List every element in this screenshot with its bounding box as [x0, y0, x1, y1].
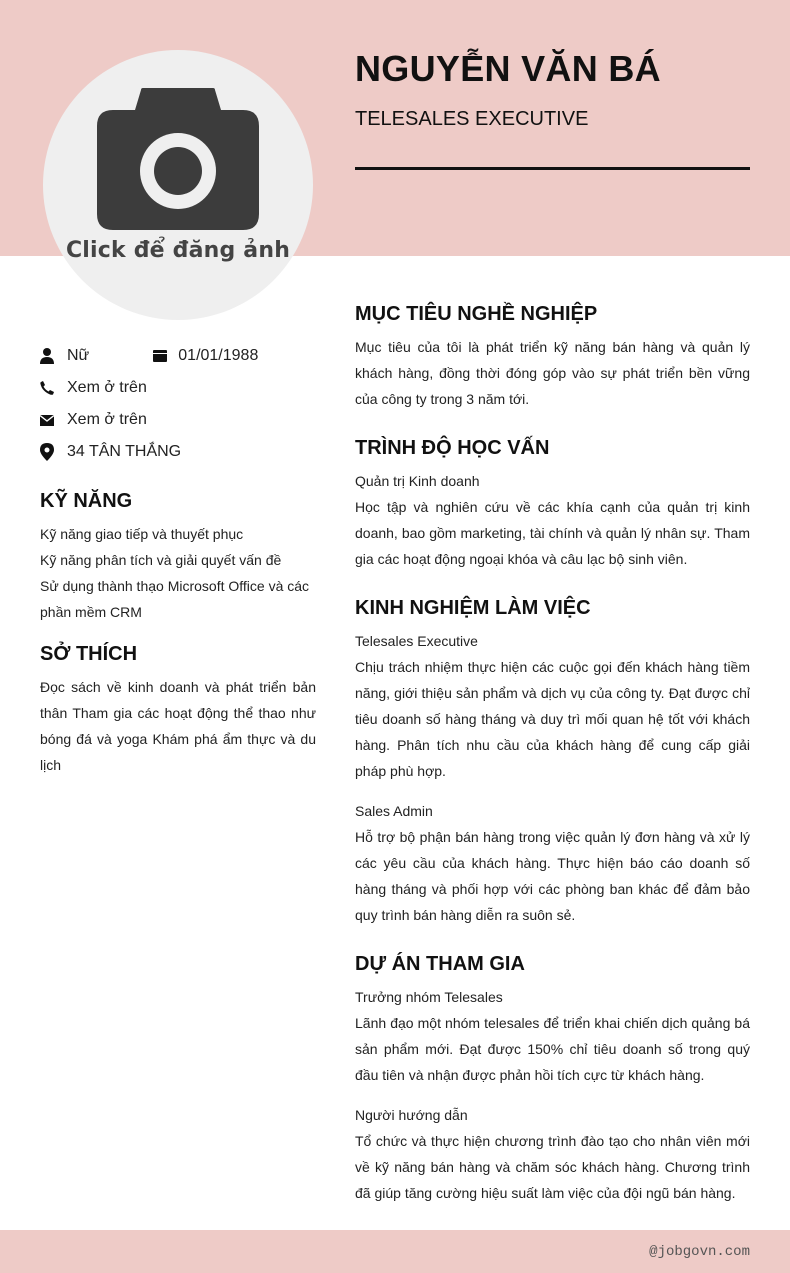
objective-title: MỤC TIÊU NGHỀ NGHIỆP [355, 303, 598, 325]
skill-item: Sử dụng thành thạo Microsoft Office và các phần mềm CRM [40, 578, 310, 620]
project-text: Tổ chức và thực hiện chương trình đào tạo cho nhân viên mới về kỹ năng bán hàng và chăm sóc khách hàng. Chương trình đã giúp tăng cường hiệu suất làm việc của đội ngũ bán hàng. [355, 1133, 750, 1201]
right-column [355, 300, 750, 1228]
gender-birthdate-row [40, 340, 316, 372]
email-row [40, 404, 316, 436]
phone-row [40, 372, 316, 404]
photo-upload[interactable] [43, 50, 313, 320]
objective-text: Mục tiêu của tôi là phát triển kỹ năng bán hàng và quản lý khách hàng, đồng thời đóng góp vào sự phát triển bền vững của công ty trong 3 năm tới. [355, 339, 750, 407]
skill-item: Kỹ năng phân tích và giải quyết vấn đề [40, 552, 282, 568]
calendar-icon [153, 348, 167, 364]
experience-heading: Sales Admin [355, 803, 433, 819]
photo-caption: Click để đăng ảnh [65, 238, 291, 263]
education-title: TRÌNH ĐỘ HỌC VẤN [355, 437, 550, 459]
experience-title: KINH NGHIỆM LÀM VIỆC [355, 597, 591, 619]
skills-title: KỸ NĂNG [40, 490, 133, 512]
job-title: TELESALES EXECUTIVE [355, 108, 589, 130]
education-heading: Quản trị Kinh doanh [355, 473, 480, 489]
skills-list [40, 521, 316, 625]
mail-icon [40, 412, 54, 428]
skill-item: Kỹ năng giao tiếp và thuyết phục [40, 526, 244, 542]
projects-title: DỰ ÁN THAM GIA [355, 953, 525, 975]
phone-icon [40, 380, 54, 396]
education-section [355, 434, 750, 572]
project-text: Lãnh đạo một nhóm telesales để triển khai chiến dịch quảng bá sản phẩm mới. Đạt được 150% chỉ tiêu doanh số trong quý đầu tiên và nhận được phản hồi tích cực từ khách hàng. [355, 1015, 750, 1083]
person-icon [40, 348, 54, 364]
title-divider [355, 167, 750, 170]
project-entry [355, 984, 750, 1088]
gender-value: Nữ [67, 347, 90, 364]
projects-section [355, 950, 750, 1206]
email-value: Xem ở trên [67, 411, 147, 428]
location-pin-icon [40, 444, 54, 460]
project-entry [355, 1102, 750, 1206]
project-heading: Trưởng nhóm Telesales [355, 989, 503, 1005]
left-column [40, 340, 316, 778]
experience-text: Hỗ trợ bộ phận bán hàng trong việc quản lý đơn hàng và xử lý các yêu cầu của khách hàng. Thực hiện báo cáo doanh số hàng tháng và phối hợp với các phòng ban khác để đảm bảo quy trình bán hàng diễn ra suôn sẻ. [355, 829, 750, 923]
objective-section [355, 300, 750, 412]
address-row [40, 436, 316, 468]
candidate-name: NGUYỄN VĂN BÁ [355, 48, 661, 89]
hobbies-title: SỞ THÍCH [40, 643, 138, 665]
experience-entry [355, 798, 750, 928]
project-heading: Người hướng dẫn [355, 1107, 468, 1123]
experience-entry [355, 628, 750, 784]
phone-value: Xem ở trên [67, 379, 147, 396]
birthdate-value: 01/01/1988 [178, 347, 259, 364]
experience-heading: Telesales Executive [355, 633, 478, 649]
address-value: 34 TÂN THẮNG [67, 443, 182, 460]
camera-icon [97, 88, 259, 230]
education-entry [355, 468, 750, 572]
footer-watermark: @jobgovn.com [649, 1244, 750, 1260]
education-text: Học tập và nghiên cứu về các khía cạnh của quản trị kinh doanh, bao gồm marketing, tài chính và quản lý nhân sự. Tham gia các hoạt động ngoại khóa và câu lạc bộ sinh viên. [355, 499, 750, 567]
experience-text: Chịu trách nhiệm thực hiện các cuộc gọi đến khách hàng tiềm năng, giới thiệu sản phẩm và dịch vụ của công ty. Đạt được chỉ tiêu doanh số hàng tháng và duy trì mối quan hệ tốt với khách hàng. Phân tích nhu cầu của khách hàng để cung cấp giải pháp phù hợp. [355, 659, 750, 779]
hobbies-text: Đọc sách về kinh doanh và phát triển bản thân Tham gia các hoạt động thể thao như bóng đá và yoga Khám phá ẩm thực và du lịch [40, 679, 316, 773]
experience-section [355, 594, 750, 928]
